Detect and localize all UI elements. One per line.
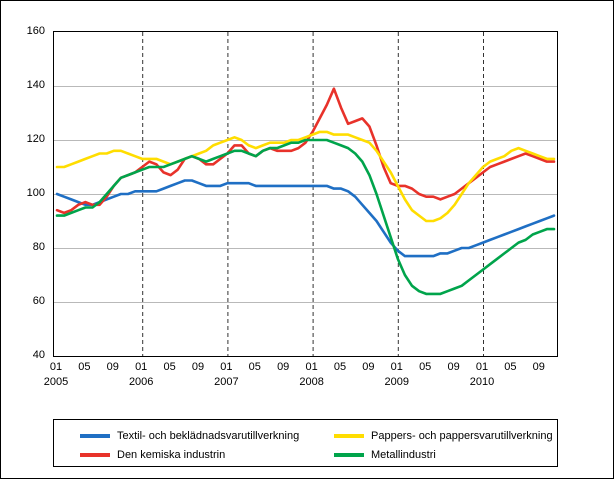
x-tick-label: 01: [220, 361, 233, 373]
y-tick-label: 60: [32, 295, 45, 307]
legend: [53, 419, 558, 467]
series-layer: [54, 32, 557, 356]
x-tick-label: 05: [248, 361, 261, 373]
legend-label: Pappers- och pappersvarutillverkning: [371, 430, 553, 442]
y-tick-label: 120: [26, 133, 45, 145]
plot-area: [53, 31, 558, 357]
x-year-label: 2007: [214, 376, 239, 388]
y-tick-label: 100: [26, 187, 45, 199]
y-tick-label: 40: [32, 349, 45, 361]
y-tick-label: 160: [26, 25, 45, 37]
x-tick-label: 05: [504, 361, 517, 373]
legend-item-metal: [334, 449, 436, 461]
x-tick-label: 01: [305, 361, 318, 373]
legend-label: Metallindustri: [371, 449, 436, 461]
x-tick-label: 09: [277, 361, 290, 373]
x-tick-label: 05: [78, 361, 91, 373]
legend-swatch: [334, 434, 364, 438]
legend-item-textile: [80, 430, 299, 442]
x-tick-label: 01: [475, 361, 489, 373]
x-year-label: 2005: [43, 376, 69, 388]
x-tick-label: 09: [532, 361, 545, 373]
x-tick-label: 09: [106, 361, 119, 373]
legend-item-chemical: [80, 449, 225, 461]
x-year-label: 2009: [384, 376, 410, 388]
x-year-label: 2008: [299, 376, 324, 388]
x-tick-label: 05: [163, 361, 176, 373]
x-year-label: 2006: [128, 376, 154, 388]
x-tick-label: 05: [419, 361, 432, 373]
x-tick-label: 01: [390, 361, 403, 373]
x-tick-label: 01: [135, 361, 148, 373]
y-tick-label: 80: [32, 241, 45, 253]
x-tick-label: 09: [362, 361, 375, 373]
legend-label: Den kemiska industrin: [117, 449, 226, 461]
legend-swatch: [80, 434, 110, 438]
legend-label: Textil- och beklädnadsvarutillverkning: [117, 430, 300, 442]
legend-item-paper: [334, 430, 553, 442]
x-tick-label: 05: [333, 361, 347, 373]
x-year-label: 2010: [469, 376, 495, 388]
legend-swatch: [334, 453, 364, 457]
x-tick-label: 09: [191, 361, 205, 373]
y-tick-label: 140: [26, 79, 45, 91]
x-tick-label: 09: [447, 361, 460, 373]
legend-swatch: [80, 453, 110, 457]
x-tick-label: 01: [49, 361, 63, 373]
y-axis-title: [0, 49, 1, 136]
